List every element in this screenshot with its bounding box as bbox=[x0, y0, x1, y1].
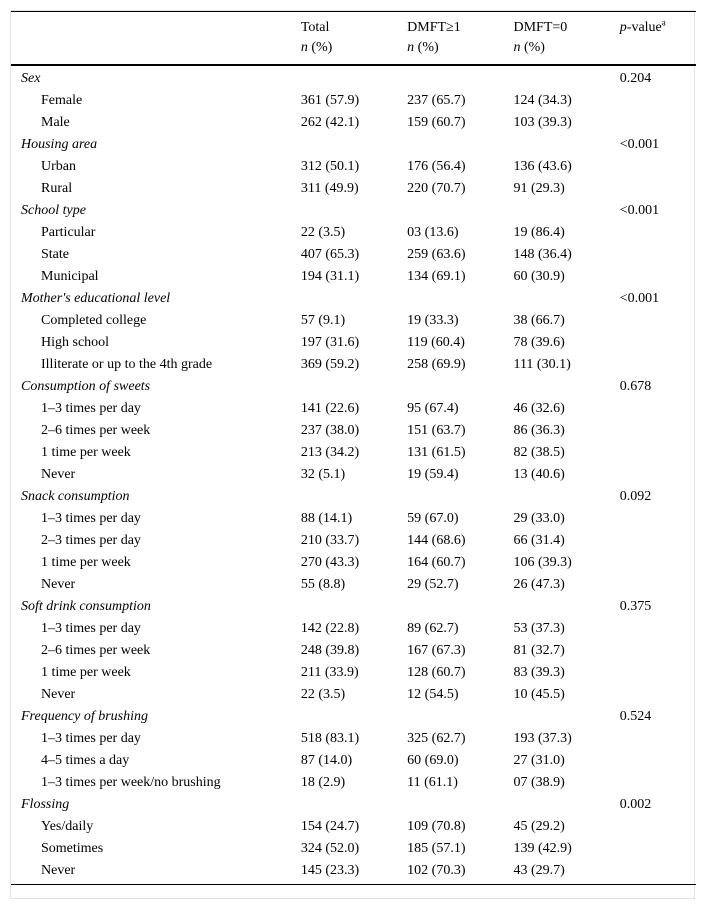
table-row bbox=[11, 244, 696, 266]
row-total: 142 (22.8) bbox=[300, 621, 360, 636]
row-pvalue-empty bbox=[620, 750, 696, 772]
row-label: 1 time per week bbox=[41, 445, 131, 460]
table-row bbox=[11, 530, 696, 552]
row-dmft1: 167 (67.3) bbox=[407, 643, 466, 658]
row-dmft0: 27 (31.0) bbox=[513, 753, 565, 768]
table-row bbox=[11, 574, 696, 596]
row-pvalue-empty bbox=[620, 574, 696, 596]
section-row bbox=[11, 376, 696, 398]
row-dmft1: 60 (69.0) bbox=[407, 753, 459, 768]
row-dmft1: 325 (62.7) bbox=[407, 731, 466, 746]
row-total: 311 (49.9) bbox=[300, 181, 359, 196]
table-row bbox=[11, 618, 696, 640]
row-dmft0: 86 (36.3) bbox=[513, 423, 565, 438]
row-dmft0: 82 (38.5) bbox=[513, 445, 565, 460]
table-row bbox=[11, 310, 696, 332]
row-pvalue-empty bbox=[620, 464, 696, 486]
row-pvalue-empty bbox=[620, 420, 696, 442]
row-pvalue-empty bbox=[620, 684, 696, 706]
row-total: 55 (8.8) bbox=[300, 577, 346, 592]
row-pvalue-empty bbox=[620, 772, 696, 794]
row-dmft0: 29 (33.0) bbox=[513, 511, 565, 526]
row-label: 4–5 times a day bbox=[41, 753, 130, 768]
row-dmft1: 109 (70.8) bbox=[407, 819, 466, 834]
row-dmft1: 159 (60.7) bbox=[407, 115, 466, 130]
row-total: 270 (43.3) bbox=[300, 555, 360, 570]
section-empty bbox=[301, 65, 407, 90]
row-dmft1: 11 (61.1) bbox=[407, 775, 458, 790]
row-label: Particular bbox=[41, 225, 96, 240]
row-pvalue-empty bbox=[620, 178, 696, 200]
header-total bbox=[301, 12, 407, 66]
section-empty bbox=[407, 376, 513, 398]
row-dmft0: 60 (30.9) bbox=[513, 269, 565, 284]
row-dmft1: 134 (69.1) bbox=[407, 269, 466, 284]
row-dmft1: 03 (13.6) bbox=[407, 225, 459, 240]
row-dmft0: 66 (31.4) bbox=[513, 533, 565, 548]
section-pvalue: 0.204 bbox=[619, 71, 652, 86]
table-row bbox=[11, 750, 696, 772]
table-row bbox=[11, 860, 696, 885]
table-row bbox=[11, 464, 696, 486]
header-row bbox=[11, 12, 696, 66]
row-total: 18 (2.9) bbox=[300, 775, 346, 790]
row-dmft1: 151 (63.7) bbox=[407, 423, 466, 438]
row-pvalue-empty bbox=[620, 618, 696, 640]
row-dmft1: 185 (57.1) bbox=[407, 841, 466, 856]
row-dmft0: 13 (40.6) bbox=[513, 467, 565, 482]
row-total: 32 (5.1) bbox=[300, 467, 346, 482]
row-total: 324 (52.0) bbox=[300, 841, 360, 856]
row-total: 154 (24.7) bbox=[300, 819, 360, 834]
section-row bbox=[11, 706, 696, 728]
row-label: Male bbox=[41, 115, 70, 130]
row-dmft0: 193 (37.3) bbox=[513, 731, 572, 746]
row-total: 518 (83.1) bbox=[300, 731, 360, 746]
row-dmft1: 164 (60.7) bbox=[407, 555, 466, 570]
row-total: 57 (9.1) bbox=[300, 313, 346, 328]
row-dmft1: 119 (60.4) bbox=[407, 335, 465, 350]
header-dmft1 bbox=[407, 12, 513, 66]
header-dmft1-label: DMFT≥1 bbox=[407, 20, 461, 35]
table-row bbox=[11, 772, 696, 794]
row-pvalue-empty bbox=[620, 112, 696, 134]
section-empty bbox=[513, 596, 619, 618]
section-empty bbox=[301, 596, 407, 618]
row-dmft1: 176 (56.4) bbox=[407, 159, 466, 174]
section-empty bbox=[513, 65, 619, 90]
row-label: 1–3 times per day bbox=[41, 511, 141, 526]
row-pvalue-empty bbox=[620, 90, 696, 112]
section-empty bbox=[301, 486, 407, 508]
row-dmft0: 124 (34.3) bbox=[513, 93, 572, 108]
table-row bbox=[11, 420, 696, 442]
section-empty bbox=[513, 200, 619, 222]
table-row bbox=[11, 266, 696, 288]
row-total: 312 (50.1) bbox=[300, 159, 360, 174]
row-dmft0: 07 (38.9) bbox=[513, 775, 565, 790]
table-row bbox=[11, 354, 696, 376]
section-pvalue: 0.375 bbox=[619, 599, 652, 614]
row-dmft1: 258 (69.9) bbox=[407, 357, 466, 372]
row-pvalue-empty bbox=[620, 398, 696, 420]
section-pvalue: <0.001 bbox=[619, 137, 660, 152]
row-dmft1: 131 (61.5) bbox=[407, 445, 466, 460]
header-pvalue-p: p bbox=[619, 20, 627, 35]
row-label: 1–3 times per day bbox=[41, 731, 141, 746]
row-label: Never bbox=[11, 860, 301, 885]
section-title: Flossing bbox=[21, 797, 70, 812]
row-label: 1–3 times per week/no brushing bbox=[41, 775, 221, 790]
row-dmft0: 43 (29.7) bbox=[513, 860, 619, 885]
row-dmft0: 19 (86.4) bbox=[513, 225, 565, 240]
row-dmft0: 139 (42.9) bbox=[513, 841, 572, 856]
row-dmft0: 53 (37.3) bbox=[513, 621, 565, 636]
table-row bbox=[11, 332, 696, 354]
section-empty bbox=[301, 706, 407, 728]
section-title: Consumption of sweets bbox=[21, 379, 151, 394]
row-pvalue-empty bbox=[620, 640, 696, 662]
row-dmft0: 46 (32.6) bbox=[513, 401, 565, 416]
row-dmft1: 128 (60.7) bbox=[407, 665, 466, 680]
row-dmft1: 144 (68.6) bbox=[407, 533, 466, 548]
header-empty-cell bbox=[11, 12, 301, 66]
section-row bbox=[11, 596, 696, 618]
table-row bbox=[11, 816, 696, 838]
table-header bbox=[11, 12, 696, 66]
row-label: Municipal bbox=[41, 269, 99, 284]
row-label: 1–3 times per day bbox=[41, 401, 141, 416]
row-pvalue-empty bbox=[620, 332, 696, 354]
row-pvalue-empty bbox=[620, 266, 696, 288]
row-pvalue-empty bbox=[620, 860, 696, 885]
section-empty bbox=[407, 596, 513, 618]
section-pvalue: 0.678 bbox=[619, 379, 652, 394]
row-pvalue-empty bbox=[620, 816, 696, 838]
header-dmft1-pct: (%) bbox=[417, 40, 439, 55]
row-dmft1: 89 (62.7) bbox=[407, 621, 459, 636]
row-pvalue-empty bbox=[620, 156, 696, 178]
section-title: Sex bbox=[21, 71, 41, 86]
table-row bbox=[11, 684, 696, 706]
row-total: 262 (42.1) bbox=[300, 115, 360, 130]
row-total: 88 (14.1) bbox=[300, 511, 353, 526]
row-pvalue-empty bbox=[620, 728, 696, 750]
header-pvalue-suffix: -value bbox=[626, 20, 662, 35]
row-total: 87 (14.0) bbox=[300, 753, 353, 768]
data-table bbox=[11, 11, 696, 885]
section-empty bbox=[301, 376, 407, 398]
row-dmft1: 220 (70.7) bbox=[407, 181, 466, 196]
table-row bbox=[11, 90, 696, 112]
row-dmft0: 10 (45.5) bbox=[513, 687, 565, 702]
header-dmft0-n: n bbox=[513, 40, 521, 55]
section-empty bbox=[513, 288, 619, 310]
row-total: 194 (31.1) bbox=[300, 269, 360, 284]
table-row bbox=[11, 508, 696, 530]
table-row bbox=[11, 838, 696, 860]
row-pvalue-empty bbox=[620, 552, 696, 574]
row-label: Completed college bbox=[41, 313, 147, 328]
row-dmft0: 148 (36.4) bbox=[513, 247, 572, 262]
row-dmft0: 38 (66.7) bbox=[513, 313, 565, 328]
header-total-n: n bbox=[300, 40, 308, 55]
row-dmft0: 106 (39.3) bbox=[513, 555, 572, 570]
row-label: 1–3 times per day bbox=[41, 621, 141, 636]
section-row bbox=[11, 288, 696, 310]
row-total: 361 (57.9) bbox=[300, 93, 360, 108]
row-dmft0: 136 (43.6) bbox=[513, 159, 572, 174]
row-pvalue-empty bbox=[620, 310, 696, 332]
row-dmft0: 45 (29.2) bbox=[513, 819, 565, 834]
row-label: 2–6 times per week bbox=[41, 423, 151, 438]
row-label: Rural bbox=[41, 181, 73, 196]
row-dmft1: 19 (59.4) bbox=[407, 467, 459, 482]
section-empty bbox=[407, 486, 513, 508]
section-pvalue: <0.001 bbox=[619, 291, 660, 306]
row-pvalue-empty bbox=[620, 442, 696, 464]
section-title: Frequency of brushing bbox=[21, 709, 149, 724]
table-row bbox=[11, 398, 696, 420]
row-label: 2–6 times per week bbox=[41, 643, 151, 658]
section-pvalue: <0.001 bbox=[619, 203, 660, 218]
section-row bbox=[11, 65, 696, 90]
section-title: School type bbox=[21, 203, 86, 218]
section-pvalue: 0.002 bbox=[619, 797, 652, 812]
section-empty bbox=[301, 134, 407, 156]
row-label: Never bbox=[41, 687, 76, 702]
row-label: High school bbox=[41, 335, 110, 350]
row-dmft0: 81 (32.7) bbox=[513, 643, 565, 658]
section-empty bbox=[301, 288, 407, 310]
row-total: 210 (33.7) bbox=[300, 533, 360, 548]
row-total: 369 (59.2) bbox=[300, 357, 360, 372]
row-label: Yes/daily bbox=[41, 819, 94, 834]
section-empty bbox=[407, 794, 513, 816]
table-row bbox=[11, 112, 696, 134]
row-dmft1: 237 (65.7) bbox=[407, 93, 466, 108]
table-row bbox=[11, 552, 696, 574]
section-empty bbox=[513, 706, 619, 728]
table-row bbox=[11, 156, 696, 178]
row-total: 237 (38.0) bbox=[300, 423, 360, 438]
table-row bbox=[11, 728, 696, 750]
row-label: Female bbox=[41, 93, 83, 108]
section-empty bbox=[407, 706, 513, 728]
row-label: Urban bbox=[41, 159, 76, 174]
row-dmft1: 102 (70.3) bbox=[407, 860, 513, 885]
row-pvalue-empty bbox=[620, 222, 696, 244]
row-dmft1: 95 (67.4) bbox=[407, 401, 459, 416]
table-row bbox=[11, 442, 696, 464]
section-empty bbox=[513, 376, 619, 398]
row-total: 407 (65.3) bbox=[300, 247, 360, 262]
table-body bbox=[11, 65, 696, 885]
row-total: 22 (3.5) bbox=[300, 687, 346, 702]
row-label: 1 time per week bbox=[41, 555, 131, 570]
row-label: Illiterate or up to the 4th grade bbox=[41, 357, 213, 372]
section-title: Housing area bbox=[21, 137, 98, 152]
table-row bbox=[11, 222, 696, 244]
row-label: Never bbox=[41, 577, 76, 592]
row-dmft1: 19 (33.3) bbox=[407, 313, 459, 328]
header-dmft0 bbox=[513, 12, 619, 66]
section-empty bbox=[407, 288, 513, 310]
section-empty bbox=[513, 486, 619, 508]
table-row bbox=[11, 640, 696, 662]
row-label: Sometimes bbox=[41, 841, 104, 856]
row-label: State bbox=[41, 247, 69, 262]
header-pvalue bbox=[620, 12, 696, 66]
row-total: 141 (22.6) bbox=[300, 401, 360, 416]
section-pvalue: 0.524 bbox=[619, 709, 652, 724]
section-empty bbox=[407, 134, 513, 156]
section-empty bbox=[301, 794, 407, 816]
header-dmft0-pct: (%) bbox=[523, 40, 545, 55]
row-dmft1: 259 (63.6) bbox=[407, 247, 466, 262]
row-dmft0: 111 (30.1) bbox=[513, 357, 571, 372]
header-total-label: Total bbox=[300, 20, 330, 35]
header-dmft0-label: DMFT=0 bbox=[513, 20, 568, 35]
row-total: 248 (39.8) bbox=[300, 643, 360, 658]
section-title: Snack consumption bbox=[21, 489, 130, 504]
row-dmft1: 29 (52.7) bbox=[407, 577, 459, 592]
row-dmft0: 83 (39.3) bbox=[513, 665, 565, 680]
row-total: 22 (3.5) bbox=[300, 225, 346, 240]
row-pvalue-empty bbox=[620, 354, 696, 376]
section-empty bbox=[513, 794, 619, 816]
section-title: Soft drink consumption bbox=[21, 599, 151, 614]
row-label: Never bbox=[41, 467, 76, 482]
row-pvalue-empty bbox=[620, 244, 696, 266]
row-dmft0: 103 (39.3) bbox=[513, 115, 572, 130]
section-row bbox=[11, 486, 696, 508]
header-pvalue-footnote-mark: a bbox=[661, 17, 666, 28]
section-row bbox=[11, 200, 696, 222]
section-empty bbox=[301, 200, 407, 222]
section-empty bbox=[513, 134, 619, 156]
section-pvalue: 0.092 bbox=[619, 489, 652, 504]
row-total: 197 (31.6) bbox=[300, 335, 360, 350]
section-row bbox=[11, 134, 696, 156]
table-row bbox=[11, 178, 696, 200]
row-dmft0: 78 (39.6) bbox=[513, 335, 565, 350]
row-dmft1: 59 (67.0) bbox=[407, 511, 459, 526]
header-dmft1-n: n bbox=[407, 40, 415, 55]
table-row bbox=[11, 662, 696, 684]
section-empty bbox=[407, 200, 513, 222]
row-pvalue-empty bbox=[620, 838, 696, 860]
row-label: 1 time per week bbox=[41, 665, 131, 680]
row-total: 145 (23.3) bbox=[301, 860, 407, 885]
section-title: Mother's educational level bbox=[21, 291, 171, 306]
row-pvalue-empty bbox=[620, 530, 696, 552]
section-row bbox=[11, 794, 696, 816]
row-dmft1: 12 (54.5) bbox=[407, 687, 459, 702]
row-label: 2–3 times per day bbox=[41, 533, 141, 548]
row-dmft0: 91 (29.3) bbox=[513, 181, 565, 196]
row-pvalue-empty bbox=[620, 508, 696, 530]
row-total: 211 (33.9) bbox=[300, 665, 359, 680]
row-total: 213 (34.2) bbox=[300, 445, 360, 460]
row-dmft0: 26 (47.3) bbox=[513, 577, 565, 592]
row-pvalue-empty bbox=[620, 662, 696, 684]
section-empty bbox=[407, 65, 513, 90]
header-total-pct: (%) bbox=[311, 40, 333, 55]
